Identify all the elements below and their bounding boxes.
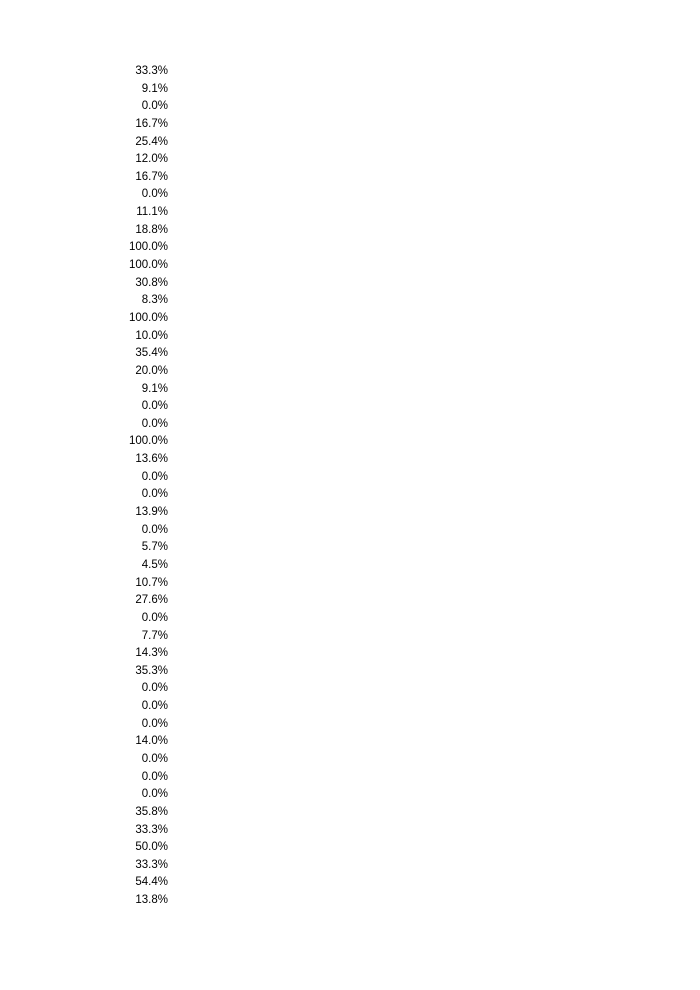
- percentage-cell: 33.3%: [135, 65, 168, 77]
- percentage-cell: 0.0%: [141, 488, 168, 501]
- percentage-cell: 10.0%: [135, 329, 168, 342]
- percentage-cell: 8.3%: [141, 294, 168, 307]
- percentage-cell: 0.0%: [141, 100, 168, 113]
- percentage-cell: 9.1%: [141, 382, 168, 395]
- percentage-cell: 54.4%: [135, 876, 168, 889]
- percentage-cell: 0.0%: [141, 682, 168, 695]
- percentage-cell: 0.0%: [141, 400, 168, 413]
- percentage-cell: 7.7%: [141, 629, 168, 642]
- percentage-cell: 16.7%: [135, 117, 168, 130]
- percentage-cell: 16.7%: [135, 170, 168, 183]
- percentage-cell: 100.0%: [128, 259, 168, 272]
- percentage-cell: 50.0%: [135, 841, 168, 854]
- percentage-cell: 35.8%: [135, 805, 168, 818]
- percentage-cell: 18.8%: [135, 223, 168, 236]
- percentage-cell: 12.0%: [135, 153, 168, 166]
- percentage-cell: 0.0%: [141, 788, 168, 801]
- percentage-cell: 0.0%: [141, 417, 168, 430]
- percentage-cell: 33.3%: [135, 823, 168, 836]
- percentage-cell: 0.0%: [141, 470, 168, 483]
- percentage-cell: 0.0%: [141, 717, 168, 730]
- percentage-cell: 100.0%: [128, 435, 168, 448]
- percentage-cell: 13.8%: [135, 894, 168, 907]
- percentage-cell: 0.0%: [141, 700, 168, 713]
- percentage-cell: 13.6%: [135, 453, 168, 466]
- percentage-cell: 100.0%: [128, 311, 168, 324]
- percentage-cell: 14.3%: [135, 647, 168, 660]
- percentage-cell: 0.0%: [141, 523, 168, 536]
- percentage-cell: 11.1%: [136, 206, 168, 219]
- percentage-cell: 13.9%: [135, 506, 168, 519]
- percentage-cell: 10.7%: [135, 576, 168, 589]
- percentage-cell: 0.0%: [141, 611, 168, 624]
- percentage-cell: 100.0%: [128, 241, 168, 254]
- percentage-column: [100, 63, 168, 910]
- percentage-cell: 30.8%: [135, 276, 168, 289]
- percentage-cell: 35.4%: [135, 347, 168, 360]
- percentage-cell: 35.3%: [135, 664, 168, 677]
- percentage-cell: 20.0%: [135, 364, 168, 377]
- percentage-cell: 14.0%: [135, 735, 168, 748]
- percentage-cell: 0.0%: [141, 188, 168, 201]
- percentage-cell: 33.3%: [135, 858, 168, 871]
- percentage-cell: 27.6%: [135, 594, 168, 607]
- percentage-cell: 0.0%: [141, 752, 168, 765]
- percentage-cell: 9.1%: [141, 82, 168, 95]
- percentage-cell: 5.7%: [141, 541, 168, 554]
- percentage-cell: 25.4%: [135, 135, 168, 148]
- percentage-cell: 4.5%: [141, 558, 168, 571]
- percentage-cell: 0.0%: [141, 770, 168, 783]
